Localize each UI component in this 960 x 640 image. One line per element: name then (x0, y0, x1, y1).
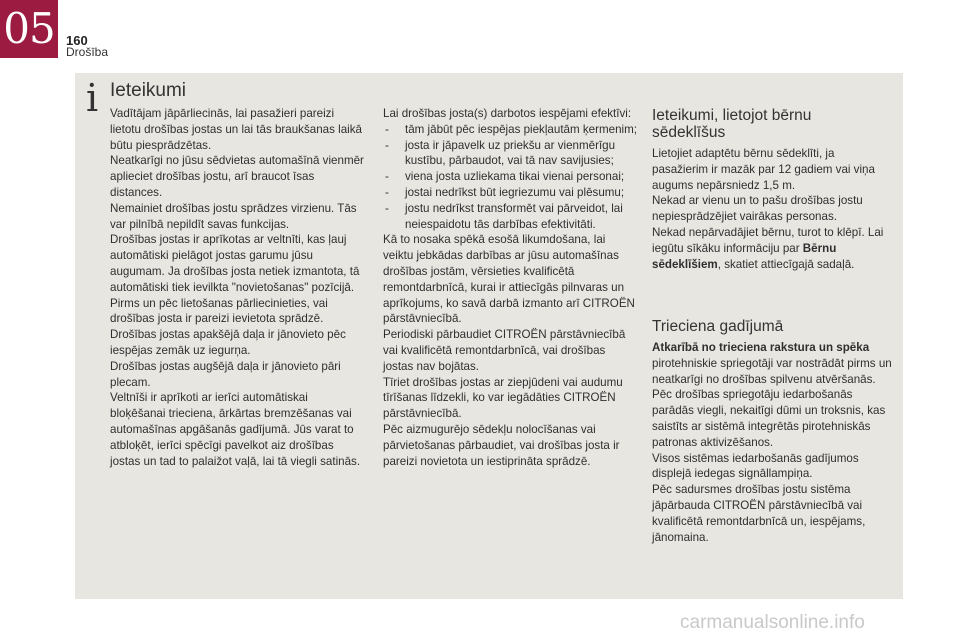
paragraph: Drošības jostas ir aprīkotas ar veltnīti, kas ļauj automātiski pielāgot jostas garumu jūsu augumam. Ja drošības josta netiek izmantota, tā automātiski tiek ievilkta "novietošanas" pozīcijā. (110, 233, 360, 294)
paragraph: Nemainiet drošības jostu sprādzes virzienu. Tās var pilnībā nepildīt savas funkcijas. (110, 201, 357, 231)
paragraph: Pirms un pēc lietošanas pārliecinieties, vai drošības josta ir pareizi ievietota sprādzē. (110, 296, 328, 326)
list-item: - tām jābūt pēc iespējas piekļautām ķermenim; (383, 122, 638, 138)
column-3a (652, 146, 892, 272)
section-heading: Ieteikumi, lietojot bērnu sēdeklīšus (652, 107, 812, 141)
paragraph (652, 340, 892, 451)
panel-title: Ieteikumi (110, 80, 187, 101)
chapter-number: 05 (3, 4, 55, 53)
paragraph: Lai drošības josta(s) darbotos iespējami efektīvi: (383, 107, 632, 120)
list-item: - jostu nedrīkst transformēt vai pārveidot, lai neiespaidotu tās darbības efektivitāti. (383, 201, 638, 233)
list-item: - josta ir jāpavelk uz priekšu ar vienmērīgu kustību, pārbaudot, vai tā nav savijusies; (383, 138, 638, 170)
column-2 (383, 106, 638, 469)
section-heading: Trieciena gadījumā (652, 318, 784, 335)
text-span: pirotehniskie spriegotāji var nostrādāt pirms un neatkarīgi no drošības spilvenu atvēršanās. Pēc drošības spriegotāju iedarbošanās parādās viegli, nekaitīgi dūmi un troksnis, kas saistīts ar sistēmā integrētās pirotehniskās patronas aktivizēšanos. (652, 356, 892, 449)
column-3b (652, 340, 892, 545)
text-span-bold: Atkarībā no trieciena rakstura un spēka (652, 341, 870, 354)
page-number: 160 (66, 33, 88, 48)
section-name: Drošība (66, 45, 109, 59)
paragraph: Pēc aizmugurējo sēdekļu nolocīšanas vai pārvietošanas pārbaudiet, vai drošības josta ir pareizi novietota un iestiprināta sprādzē. (383, 422, 620, 468)
text-span: Nekad nepārvadājiet bērnu, turot to klēpī. Lai iegūtu sīkāku informāciju par (652, 225, 884, 255)
paragraph: Tīriet drošības jostas ar ziepjūdeni vai audumu tīrīšanas līdzekli, ko var iegādāties CITROËN pārstāvniecībā. (383, 375, 623, 421)
paragraph: Neatkarīgi no jūsu sēdvietas automašīnā vienmēr aplieciet drošības jostu, arī braucot īsas distances. (110, 154, 364, 199)
paragraph: Drošības jostas apakšējā daļa ir jānovieto pēc iespējas zemāk uz iegurņa. (110, 328, 346, 357)
paragraph: Vadītājam jāpārliecinās, lai pasažieri pareizi lietotu drošības jostas un lai tās braukšanas laikā būtu piesprādzētas. (110, 107, 362, 152)
watermark: carmanualsonline.info (680, 612, 865, 633)
text-span-bold: Bērnu sēdeklīšiem (652, 241, 837, 271)
paragraph: Visos sistēmas iedarbošanās gadījumos displejā iedegas signāllampiņa. (652, 451, 859, 481)
column-1 (110, 106, 365, 469)
paragraph: Periodiski pārbaudiet CITROËN pārstāvniecībā vai kvalificētā remontdarbnīcā, vai drošības jostas nav bojātas. (383, 328, 626, 373)
list-item: - jostai nedrīkst būt iegriezumu vai plēsumu; (383, 185, 638, 201)
paragraph: Kā to nosaka spēkā esošā likumdošana, lai veiktu jebkādas darbības ar jūsu automašīnas drošības jostām, vērsieties kvalificētā remontdarbnīcā, kurai ir attiecīgās pilnvaras un aprīkojums, ko savā darbā izmanto arī CITROËN pārstāvniecībā. (383, 233, 635, 326)
paragraph: Pēc sadursmes drošības jostu sistēma jāpārbauda CITROËN pārstāvniecībā vai kvalificētā remontdarbnīcā un, iespējams, jānomaina. (652, 483, 866, 544)
requirements-list (383, 122, 638, 233)
paragraph (652, 225, 892, 272)
info-icon: i (86, 76, 99, 120)
text-span: , skatiet attiecīgajā sadaļā. (717, 257, 855, 271)
paragraph: Lietojiet adaptētu bērnu sēdeklīti, ja pasažierim ir mazāk par 12 gadiem vai viņa augums nepārsniedz 1,5 m. (652, 147, 875, 192)
paragraph: Nekad ar vienu un to pašu drošības jostu nepiesprādzējiet vairākas personas. (652, 194, 863, 224)
list-item: - viena josta uzliekama tikai vienai personai; (383, 169, 638, 185)
paragraph: Drošības jostas augšējā daļa ir jānovieto pāri plecam. (110, 359, 341, 389)
paragraph: Veltnīši ir aprīkoti ar ierīci automātiskai bloķēšanai trieciena, ārkārtas bremzēšanas vai automašīnas apgāšanās gadījumā. Jūs varat to atbloķēt, ierīci spēcīgi pavelkot aiz drošības jostas un tad to palaižot vaļā, lai tā viegli satinās. (110, 391, 361, 468)
